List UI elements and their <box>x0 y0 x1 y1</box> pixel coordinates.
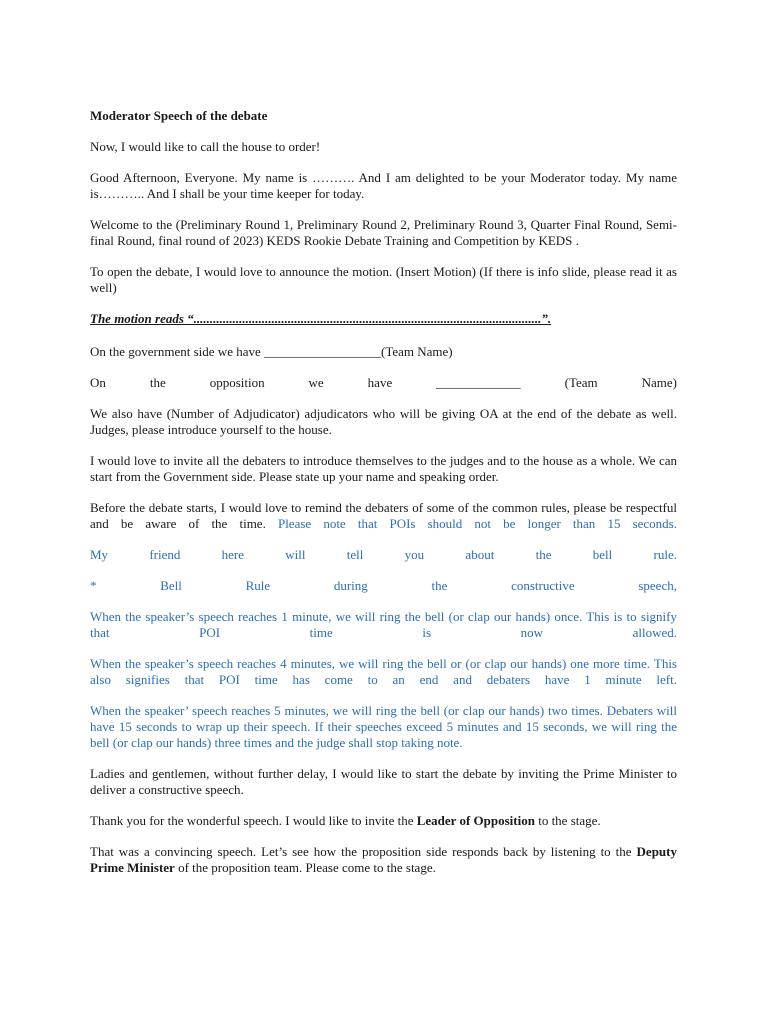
opposition-word: have <box>367 375 393 390</box>
motion-line: The motion reads “...........................................................................................................”. <box>90 311 552 326</box>
open-debate-paragraph: To open the debate, I would love to announce the motion. (Insert Motion) (If there is info slide, please read it as well) <box>90 264 677 295</box>
government-line: On the government side we have __________________(Team Name) <box>90 344 453 359</box>
five-minute-rule: When the speaker’ speech reaches 5 minutes, we will ring the bell (or clap our hands) two times. Debaters will have 15 seconds to wrap up their speech. If their speeches exceed 5 minutes and 15 seconds, we will ring the bell (or clap our hands) three times and the judge shall stop taking note. <box>90 703 677 750</box>
bell-rule-word: Rule <box>245 578 271 593</box>
document-page <box>90 104 677 891</box>
friend-word: will <box>285 547 306 562</box>
bell-rule-word: speech, <box>638 578 677 593</box>
adjudicators-paragraph: We also have (Number of Adjudicator) adjudicators who will be giving OA at the end of the debate as well. Judges, please introduce yourself to the house. <box>90 406 677 437</box>
one-minute-rule: When the speaker’s speech reaches 1 minute, we will ring the bell (or clap our hands) once. This is to signify that POI time is now allowed. <box>90 609 677 640</box>
start-debate-paragraph: Ladies and gentlemen, without further delay, I would like to start the debate by inviting the Prime Minister to deliver a constructive speech. <box>90 766 677 797</box>
deputy-pm-paragraph <box>90 844 677 876</box>
document-title: Moderator Speech of the debate <box>90 108 268 123</box>
friend-word: you <box>404 547 425 562</box>
bell-rule-word: during <box>333 578 368 593</box>
leader-opposition-text-end: to the stage. <box>534 813 601 828</box>
opposition-word: On <box>90 375 106 390</box>
leader-opposition-paragraph <box>90 813 677 829</box>
leader-opposition-text: Thank you for the wonderful speech. I would like to invite the <box>90 813 417 828</box>
opposition-word: opposition <box>209 375 265 390</box>
welcome-paragraph: Welcome to the (Preliminary Round 1, Preliminary Round 2, Preliminary Round 3, Quarter Final Round, Semi-final Round, final round of 2023) KEDS Rookie Debate Training and Competition by KEDS . <box>90 217 677 248</box>
opposition-word: the <box>149 375 166 390</box>
poi-rule-text: Please note that POIs should not be longer than 15 seconds. <box>277 516 677 531</box>
friend-word: rule. <box>653 547 677 562</box>
four-minute-rule: When the speaker’s speech reaches 4 minutes, we will ring the bell or (or clap our hands) one more time. This also signifies that POI time has come to an end and debaters have 1 minute left. <box>90 656 677 687</box>
call-to-order-paragraph: Now, I would like to call the house to order! <box>90 139 321 154</box>
friend-word: bell <box>592 547 613 562</box>
bell-rule-word: * <box>90 578 97 593</box>
bell-rule-heading <box>90 578 677 594</box>
opposition-word: (Team <box>564 375 598 390</box>
friend-word: tell <box>346 547 364 562</box>
deputy-pm-role: Deputy Prime Minister <box>90 844 677 875</box>
bell-rule-word: Bell <box>160 578 182 593</box>
invite-debaters-paragraph: I would love to invite all the debaters to introduce themselves to the judges and to the house as a whole. We can start from the Government side. Please state up your name and speaking order. <box>90 453 677 484</box>
opposition-blank: _____________ <box>436 375 521 390</box>
leader-opposition-role: Leader of Opposition <box>416 813 535 828</box>
friend-word: My <box>90 547 109 562</box>
deputy-pm-text: That was a convincing speech. Let’s see how the proposition side responds back by listening to the <box>90 844 637 859</box>
friend-word: about <box>465 547 495 562</box>
opposition-word: Name) <box>641 375 677 390</box>
deputy-pm-text-end: of the proposition team. Please come to the stage. <box>174 860 436 875</box>
opposition-word: we <box>308 375 324 390</box>
rules-paragraph <box>90 500 677 532</box>
friend-word: the <box>535 547 552 562</box>
friend-line <box>90 547 677 563</box>
bell-rule-word: the <box>431 578 448 593</box>
opposition-line <box>90 375 677 391</box>
greeting-paragraph: Good Afternoon, Everyone. My name is ………. And I am delighted to be your Moderator today. My name is……….. And I shall be your time keeper for today. <box>90 170 677 201</box>
bell-rule-word: constructive <box>511 578 575 593</box>
rules-text: Before the debate starts, I would love to remind the debaters of some of the common rules, please be respectful and be aware of the time. <box>90 500 677 531</box>
friend-word: here <box>221 547 245 562</box>
friend-word: friend <box>149 547 181 562</box>
